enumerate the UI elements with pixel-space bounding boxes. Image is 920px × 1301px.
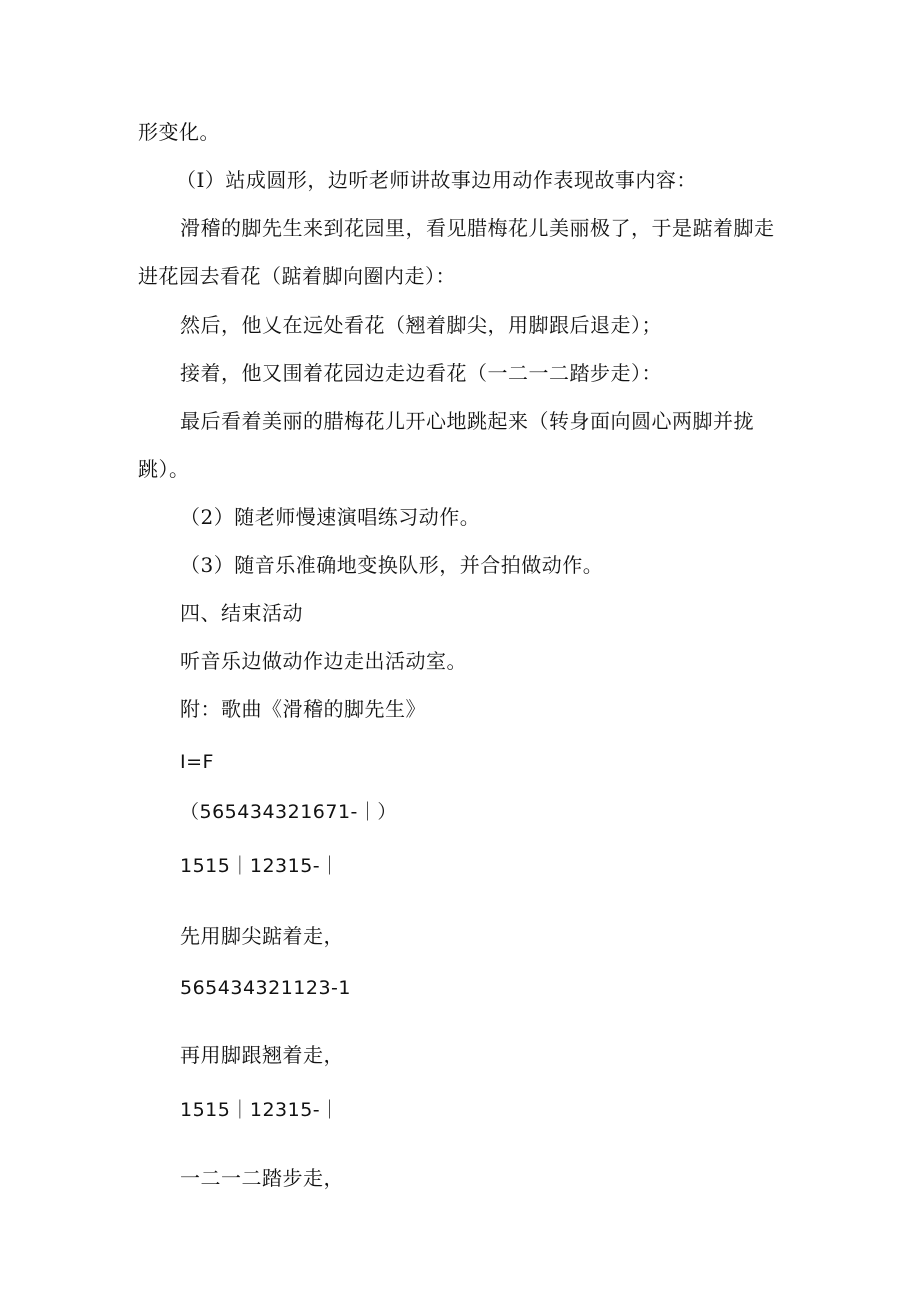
notation-line: 1515｜12315-｜ xyxy=(180,855,340,877)
notation-line: 565434321123-1 xyxy=(180,977,352,999)
section-heading: 四、结束活动 xyxy=(180,601,303,625)
paragraph-line: （I）站成圆形，边听老师讲故事边用动作表现故事内容： xyxy=(176,168,697,192)
lyric-line: 一二一二踏步走， xyxy=(180,1166,344,1190)
lyric-line: 再用脚跟翘着走， xyxy=(180,1043,344,1067)
paragraph-line: 最后看着美丽的腊梅花儿开心地跳起来（转身面向圆心两脚并拢 xyxy=(180,409,754,433)
notation-line: （565434321671-｜） xyxy=(180,801,397,823)
paragraph-line: （2）随老师慢速演唱练习动作。 xyxy=(180,505,481,529)
paragraph-line: 滑稽的脚先生来到花园里，看见腊梅花儿美丽极了，于是踮着脚走 xyxy=(180,216,775,240)
paragraph-line: （3）随音乐准确地变换队形，并合拍做动作。 xyxy=(180,553,604,577)
key-signature: I=F xyxy=(180,751,214,773)
paragraph-line: 听音乐边做动作边走出活动室。 xyxy=(180,649,467,673)
paragraph-line: 接着，他又围着花园边走边看花（一二一二踏步走）： xyxy=(180,361,662,385)
notation-line: 1515｜12315-｜ xyxy=(180,1099,340,1121)
paragraph-line: 跳）。 xyxy=(138,457,190,481)
lyric-line: 先用脚尖踮着走， xyxy=(180,924,344,948)
paragraph-line: 然后，他乂在远处看花（翘着脚尖，用脚跟后退走）； xyxy=(180,313,662,337)
paragraph-line: 进花园去看花（踮着脚向圈内走）： xyxy=(138,264,456,288)
song-title-line: 附：歌曲《滑稽的脚先生》 xyxy=(180,697,426,721)
paragraph-line: 形变化。 xyxy=(138,120,220,144)
